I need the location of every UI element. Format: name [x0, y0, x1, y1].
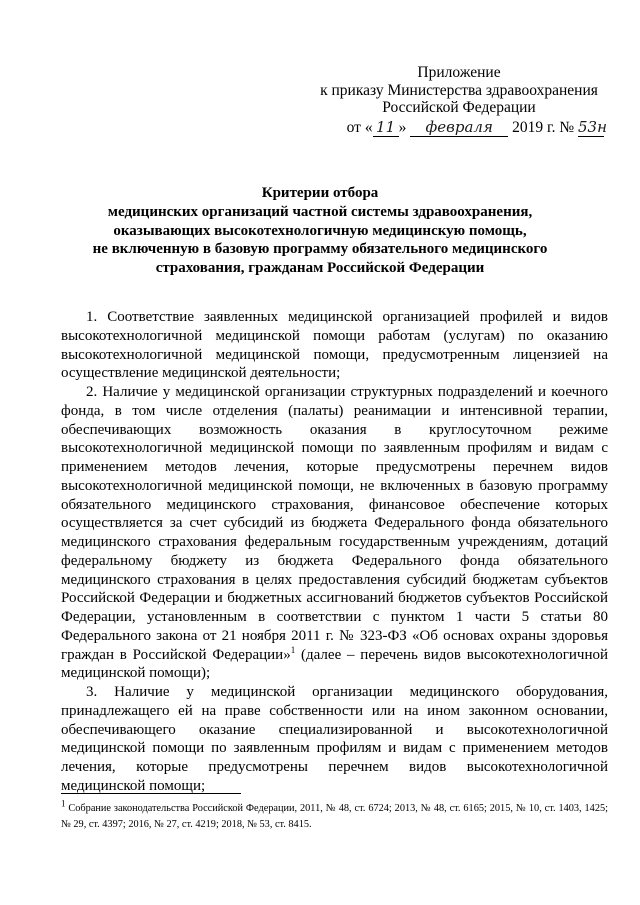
date-year: 2019 г. № [512, 118, 575, 136]
document-body [61, 308, 608, 796]
criterion-3: 3. Наличие у медицинской организации медицинского оборудования, принадлежащего ей на праве собственности или на ином законном основании, обеспечивающего оказание специализированной и высокотехнологичной медицинской помощи по заявленным профилям и видам с применением методов лечения, которые предусмотрены перечнем видов высокотехнологичной медицинской помощи; [61, 684, 608, 794]
handwritten-month: февраля [410, 119, 508, 138]
footnote-text: Собрание законодательства Российской Федерации, 2011, № 48, ст. 6724; 2013, № 48, ст. 6165; 2015, № 10, ст. 1403, 1425; № 29, ст. 4397; 2016, № 27, ст. 4219; 2018, № 53, ст. 8415. [61, 803, 608, 830]
title-line-4: не включенную в базовую программу обязательного медицинского [92, 241, 548, 258]
title-line-5: страхования, гражданам Российской Федерации [155, 260, 485, 277]
footnote-marker: 1 [61, 798, 66, 809]
footnote [61, 798, 608, 833]
title-line-1: Критерии отбора [261, 185, 379, 201]
footnote-divider [61, 793, 241, 794]
criterion-2-tail: (далее – перечень видов высокотехнологичной медицинской помощи); [61, 646, 608, 682]
appendix-label: Приложение [417, 64, 501, 81]
footnote-ref: 1 [290, 644, 296, 655]
handwritten-order-number: 53н [578, 117, 607, 136]
handwritten-day: 11 [373, 119, 399, 138]
order-date-line [314, 117, 607, 138]
criterion-2-text: 2. Наличие у медицинской организации структурных подразделений и коечного фонда, в том числе отделения (палаты) реанимации и интенсивной терапии, обеспечивающих возможность оказания в круглосуточном режиме высокотехнологичной медицинской помощи по заявленным профилям и видам с применением методов лечения, которые предусмотрены перечнем видов высокотехнологичной медицинской помощи, не включенных в базовую программу обязательного медицинского страхования, финансовое обеспечение которых осуществляется за счет субсидий из бюджета Федерального фонда обязательного медицинского страхования федеральным государственным учреждениям, дотаций федеральному бюджету из бюджета Федерального фонда обязательного медицинского страхования в целях предоставления субсидий бюджетам субъектов Российской Федерации и бюджетных ассигнований бюджетов субъектов Российской Федерации, установленным в соответствии с пунктом 1 части 5 статьи 80 Федерального закона от 21 ноября 2011 г. № 323-ФЗ «Об основах охраны здоровья граждан в Российской Федерации» [61, 384, 608, 663]
appendix-header [314, 64, 607, 137]
document-title [60, 184, 580, 278]
date-prefix: от « [346, 118, 373, 136]
criterion-2 [61, 383, 608, 683]
title-line-2: медицинских организаций частной системы здравоохранения, [107, 203, 533, 220]
criterion-1: 1. Соответствие заявленных медицинской организацией профилей и видов высокотехнологичной медицинской помощи работам (услугам) по оказанию высокотехнологичной медицинской помощи, предусмотренным лицензией на осуществление медицинской деятельности; [61, 309, 608, 382]
appendix-country: Российской Федерации [382, 99, 536, 116]
date-mid: » [398, 118, 407, 136]
title-line-3: оказывающих высокотехнологичную медицинскую помощь, [113, 222, 527, 239]
appendix-order-ref: к приказу Министерства здравоохранения [320, 81, 598, 99]
